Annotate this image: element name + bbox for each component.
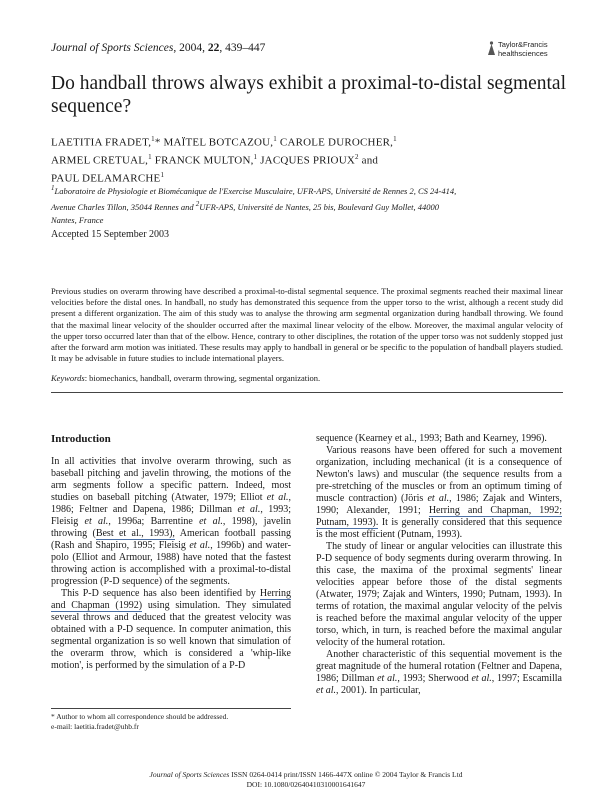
reference-link[interactable]: Herring and Chapman, 1992; Putnam, 1993).: [316, 505, 563, 528]
text-run: Another characteristic of this sequential movement is the great magnitude of the humeral rotation (Feltner and Dapena, 1986; Dillman: [316, 649, 562, 684]
text-run: It is generally considered that this sequence is the most efficient (Putnam, 1993).: [316, 517, 562, 540]
text-run: In all activities that involve overarm throwing, such as baseball pitching and javelin throwing, the motions of the arm segments follow a specific pattern. Indeed, most studies on baseball pitching (Atwater, 1979; Elliot: [51, 456, 291, 503]
text-run: , 1996b) and water-polo (Elliot and Armour, 1988) have noted that the fastest throwing action is accomplished with a proximal-to-distal progression (P-D sequence) of the segments.: [51, 540, 291, 587]
abstract-divider: [51, 392, 563, 393]
keywords-label: Keywords: [51, 373, 85, 383]
text-run: et al.: [427, 493, 450, 504]
affiliation-text: Laboratoire de Physiologie et Biomécanique de l'Exercise Musculaire, UFR-APS, Université de Rennes 2, CS 24-414,: [54, 185, 457, 196]
author-name: ARMEL CRETUAL,: [51, 154, 149, 167]
publisher-logo-icon: [487, 41, 496, 56]
text-run: , 1998), javelin throwing (: [51, 516, 292, 539]
author-affil-marker: 2: [355, 153, 359, 162]
affil-marker: 2: [195, 199, 200, 208]
text-run: et al.: [199, 516, 223, 527]
section-heading: Introduction: [51, 433, 111, 445]
author-name: MAÏTEL BOTCAZOU,: [163, 136, 274, 149]
text-run: This P-D sequence has also been identified by: [61, 588, 260, 599]
author-affil-marker: 1: [393, 135, 397, 143]
text-run: American football passing (Rash and Shapiro, 1995; Fleisig: [51, 528, 291, 551]
page-footer: [0, 770, 612, 789]
reference-link[interactable]: Best et al., 1993),: [95, 528, 175, 539]
publisher-division: healthsciences: [498, 49, 548, 58]
affiliation-text: UFR-APS, Université de Nantes, 25 bis, Boulevard Guy Mollet, 44000: [199, 201, 439, 212]
journal-volume: 22: [207, 42, 220, 54]
affiliations: [51, 182, 571, 227]
text-run: et al.: [377, 673, 398, 684]
footnote-email: e-mail: laetitia.fradet@uhb.fr: [51, 722, 139, 731]
author-affil-marker: 1: [273, 135, 277, 143]
text-run: , 1997; Escamilla: [491, 673, 562, 684]
text-run: , 1996a; Barrentine: [108, 516, 200, 527]
journal-pages: , 439–447: [219, 42, 266, 54]
affiliation-text: Avenue Charles Tillon, 35044 Rennes and: [51, 201, 196, 212]
journal-citation: [51, 42, 265, 54]
article-title: Do handball throws always exhibit a proximal-to-distal segmental sequence?: [51, 73, 567, 117]
paragraph: [316, 649, 562, 697]
journal-name: Journal of Sports Sciences: [51, 42, 174, 54]
author-name: JACQUES PRIOUX: [260, 154, 355, 167]
affiliation-text: Nantes, France: [51, 214, 104, 225]
author-list: [51, 132, 571, 186]
body-column-left: [51, 433, 291, 672]
text-run: et al.: [471, 673, 492, 684]
author-name: CAROLE DUROCHER,: [279, 136, 394, 149]
text-run: , 2001). In particular,: [336, 685, 421, 696]
footnote: [51, 712, 291, 732]
text-run: , 1986; Feltner and Dapena, 1986; Dillman: [51, 492, 292, 515]
text-run: using simulation. They simulated several throws and deduced that the greatest velocity was obtained with a P-D sequence. In computer animation, this segmental organization is so well known that simulation of the overarm throw, which is considered a 'whip-like motion', is performed by the simulation of a P-D: [51, 600, 291, 671]
author-sep: and: [358, 154, 379, 167]
keywords-text: : biomechanics, handball, overarm throwing, segmental organization.: [84, 373, 321, 383]
body-column-right: [316, 433, 562, 697]
text-run: Various reasons have been offered for such a movement organization, including mechanical (it is a consequence of Newton's laws) and muscular (the sequence results from a pre-stretching of the muscles or from an optimum timing of muscle contraction) (Jöris: [316, 445, 562, 504]
footnote-line: * Author to whom all correspondence should be addressed.: [51, 712, 229, 721]
footer-doi: DOI: 10.1080/02640410310001641647: [246, 779, 366, 789]
author-affil-marker: 1: [253, 153, 258, 162]
text-run: , 1993; Fleisig: [51, 504, 292, 527]
text-run: , 1986; Zajak and Winters, 1990; Alexander, 1991;: [316, 493, 562, 516]
text-run: et al.: [316, 685, 336, 696]
author-affil-marker: 1: [160, 171, 165, 180]
affiliation-line-3: [51, 214, 571, 227]
journal-year: , 2004,: [173, 42, 208, 54]
paragraph: [51, 456, 291, 588]
author-name: FRANCK MULTON,: [154, 154, 254, 167]
affil-marker: 1: [51, 184, 55, 192]
publisher-name: Taylor&Francis: [498, 40, 548, 49]
author-line-1: [51, 132, 571, 150]
author-name: LAETITIA FRADET,: [51, 136, 152, 149]
publisher-logo: [487, 40, 567, 62]
text-run: et al.: [266, 492, 289, 503]
text-run: et al.: [189, 540, 211, 551]
paragraph: [51, 588, 291, 672]
author-sep: *: [154, 136, 164, 149]
author-affil-marker: 1: [148, 153, 152, 162]
accepted-date: Accepted 15 September 2003: [51, 229, 170, 240]
affiliation-line-2: [51, 198, 571, 214]
text-run: et al.: [84, 516, 109, 527]
author-line-2: [51, 150, 571, 168]
affiliation-line-1: [51, 182, 571, 198]
text-run: , 1993; Sherwood: [397, 673, 472, 684]
text-run: et al.: [237, 504, 261, 515]
footer-copyright: [0, 770, 612, 780]
reference-link[interactable]: Herring and Chapman (1992): [51, 588, 291, 611]
footer-issn: ISSN 0264-0414 print/ISSN 1466-447X online © 2004 Taylor & Francis Ltd: [229, 770, 463, 779]
abstract: Previous studies on overarm throwing have described a proximal-to-distal segmental sequence. The proximal segments reached their maximal linear velocities before the distal ones. In handball, no study has demonstrated this sequence from the upper torso to the wrist, although a recent study did present a different organization. The aim of this study was to analyse the throwing arm segmental organization during handball throwing. We found that the maximal linear velocity of the shoulder occurred after the maximal linear velocity of the elbow. Moreover, the maximal angular velocity of the upper torso occurred later than that of the elbow. Hence, contrary to other disciplines, the rotation of the upper torso was not suddenly stopped just after the forward arm motion was initiated. These results may apply to handball in general or be specific to the population of handball players studied. It may be advisable in future studies to include international players.: [51, 286, 563, 364]
paragraph: [316, 445, 562, 541]
paragraph: sequence (Kearney et al., 1993; Bath and Kearney, 1996).: [316, 433, 547, 444]
footnote-divider: [51, 708, 291, 709]
author-affil-marker: 1: [151, 135, 155, 143]
paragraph: The study of linear or angular velocities can illustrate this P-D sequence of body segments during overarm throwing. In this case, the maxima of the proximal segments' linear velocities appear before those of the distal segments (Atwater, 1979; Zajak and Winters, 1990; Putnam, 1993). In terms of rotation, the maximal angular velocity of the pelvis is reached before the maximal angular velocity of the upper torso, which, in turn, is reached before the maximal angular velocity of the humeral rotation.: [316, 541, 562, 648]
keywords: [51, 373, 563, 383]
footer-journal: Journal of Sports Sciences: [149, 770, 230, 779]
author-name: PAUL DELAMARCHE: [51, 172, 161, 185]
